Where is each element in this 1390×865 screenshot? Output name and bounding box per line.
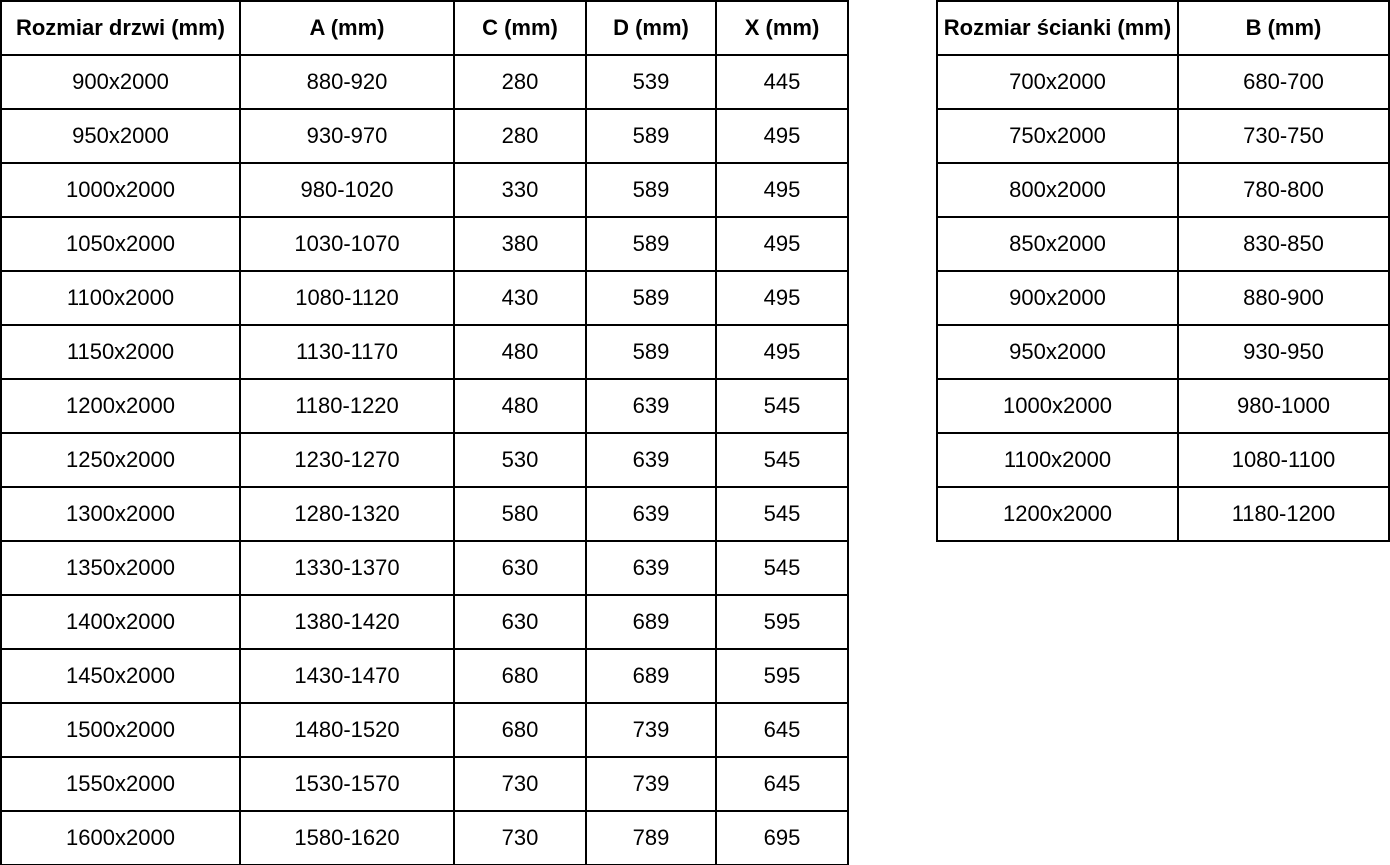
column-header-b: B (mm): [1178, 1, 1389, 55]
table-cell: 800x2000: [937, 163, 1178, 217]
table-cell: 780-800: [1178, 163, 1389, 217]
column-header-c: C (mm): [454, 1, 586, 55]
table-cell: 730-750: [1178, 109, 1389, 163]
table-cell: 1400x2000: [1, 595, 240, 649]
table-cell: 1100x2000: [937, 433, 1178, 487]
table-cell: 1050x2000: [1, 217, 240, 271]
column-header-door-size: Rozmiar drzwi (mm): [1, 1, 240, 55]
table-cell: 1280-1320: [240, 487, 454, 541]
table-cell: 1500x2000: [1, 703, 240, 757]
table-cell: 789: [586, 811, 716, 865]
table-row: [1, 55, 848, 109]
table-row: [1, 109, 848, 163]
table-row: [937, 379, 1389, 433]
table-cell: 1200x2000: [937, 487, 1178, 541]
table-cell: 639: [586, 541, 716, 595]
door-table-header-row: [1, 1, 848, 55]
table-cell: 850x2000: [937, 217, 1178, 271]
table-cell: 1000x2000: [937, 379, 1178, 433]
table-cell: 645: [716, 757, 848, 811]
table-row: [937, 433, 1389, 487]
table-cell: 1250x2000: [1, 433, 240, 487]
table-cell: 380: [454, 217, 586, 271]
table-row: [1, 325, 848, 379]
table-cell: 545: [716, 487, 848, 541]
table-cell: 1480-1520: [240, 703, 454, 757]
table-cell: 545: [716, 433, 848, 487]
table-cell: 495: [716, 109, 848, 163]
table-cell: 1150x2000: [1, 325, 240, 379]
table-cell: 739: [586, 757, 716, 811]
table-cell: 750x2000: [937, 109, 1178, 163]
table-cell: 639: [586, 433, 716, 487]
table-cell: 1600x2000: [1, 811, 240, 865]
table-row: [1, 703, 848, 757]
wall-table-header-row: [937, 1, 1389, 55]
table-cell: 430: [454, 271, 586, 325]
table-row: [1, 649, 848, 703]
table-cell: 595: [716, 595, 848, 649]
table-cell: 545: [716, 379, 848, 433]
table-cell: 730: [454, 757, 586, 811]
table-cell: 980-1000: [1178, 379, 1389, 433]
table-cell: 1100x2000: [1, 271, 240, 325]
table-cell: 1330-1370: [240, 541, 454, 595]
table-cell: 589: [586, 163, 716, 217]
table-row: [1, 271, 848, 325]
column-header-wall-size: Rozmiar ścianki (mm): [937, 1, 1178, 55]
table-cell: 930-950: [1178, 325, 1389, 379]
table-cell: 1430-1470: [240, 649, 454, 703]
table-row: [1, 379, 848, 433]
table-cell: 1000x2000: [1, 163, 240, 217]
table-cell: 680-700: [1178, 55, 1389, 109]
table-cell: 1580-1620: [240, 811, 454, 865]
table-cell: 900x2000: [937, 271, 1178, 325]
table-cell: 1230-1270: [240, 433, 454, 487]
table-row: [1, 595, 848, 649]
table-cell: 280: [454, 109, 586, 163]
table-row: [937, 217, 1389, 271]
column-header-d: D (mm): [586, 1, 716, 55]
table-cell: 280: [454, 55, 586, 109]
table-cell: 1550x2000: [1, 757, 240, 811]
table-cell: 830-850: [1178, 217, 1389, 271]
table-cell: 1350x2000: [1, 541, 240, 595]
table-cell: 880-900: [1178, 271, 1389, 325]
table-cell: 639: [586, 379, 716, 433]
table-row: [937, 325, 1389, 379]
table-row: [1, 757, 848, 811]
table-row: [1, 811, 848, 865]
column-header-x: X (mm): [716, 1, 848, 55]
table-cell: 1080-1120: [240, 271, 454, 325]
table-cell: 1030-1070: [240, 217, 454, 271]
table-cell: 639: [586, 487, 716, 541]
table-cell: 689: [586, 595, 716, 649]
table-row: [937, 55, 1389, 109]
table-cell: 1130-1170: [240, 325, 454, 379]
table-cell: 1450x2000: [1, 649, 240, 703]
table-row: [937, 271, 1389, 325]
table-cell: 1300x2000: [1, 487, 240, 541]
table-cell: 1080-1100: [1178, 433, 1389, 487]
table-cell: 630: [454, 541, 586, 595]
table-cell: 1380-1420: [240, 595, 454, 649]
table-cell: 689: [586, 649, 716, 703]
table-cell: 1200x2000: [1, 379, 240, 433]
table-row: [1, 541, 848, 595]
table-row: [937, 487, 1389, 541]
table-cell: 530: [454, 433, 586, 487]
table-cell: 950x2000: [1, 109, 240, 163]
table-cell: 880-920: [240, 55, 454, 109]
table-cell: 495: [716, 217, 848, 271]
table-cell: 739: [586, 703, 716, 757]
table-cell: 480: [454, 379, 586, 433]
table-cell: 1530-1570: [240, 757, 454, 811]
table-cell: 580: [454, 487, 586, 541]
table-cell: 480: [454, 325, 586, 379]
table-row: [1, 217, 848, 271]
table-row: [937, 163, 1389, 217]
table-cell: 630: [454, 595, 586, 649]
table-cell: 589: [586, 325, 716, 379]
table-cell: 539: [586, 55, 716, 109]
column-header-a: A (mm): [240, 1, 454, 55]
table-cell: 495: [716, 325, 848, 379]
table-row: [1, 487, 848, 541]
table-cell: 980-1020: [240, 163, 454, 217]
table-row: [937, 109, 1389, 163]
table-cell: 545: [716, 541, 848, 595]
table-cell: 700x2000: [937, 55, 1178, 109]
table-cell: 589: [586, 109, 716, 163]
table-cell: 930-970: [240, 109, 454, 163]
table-cell: 495: [716, 163, 848, 217]
table-cell: 445: [716, 55, 848, 109]
table-cell: 1180-1200: [1178, 487, 1389, 541]
table-cell: 680: [454, 649, 586, 703]
table-cell: 595: [716, 649, 848, 703]
table-cell: 589: [586, 271, 716, 325]
table-cell: 900x2000: [1, 55, 240, 109]
table-cell: 1180-1220: [240, 379, 454, 433]
table-cell: 589: [586, 217, 716, 271]
table-row: [1, 433, 848, 487]
table-cell: 950x2000: [937, 325, 1178, 379]
table-cell: 680: [454, 703, 586, 757]
table-cell: 645: [716, 703, 848, 757]
table-cell: 495: [716, 271, 848, 325]
table-row: [1, 163, 848, 217]
table-cell: 330: [454, 163, 586, 217]
table-cell: 730: [454, 811, 586, 865]
table-cell: 695: [716, 811, 848, 865]
wall-size-table: [936, 0, 1390, 542]
